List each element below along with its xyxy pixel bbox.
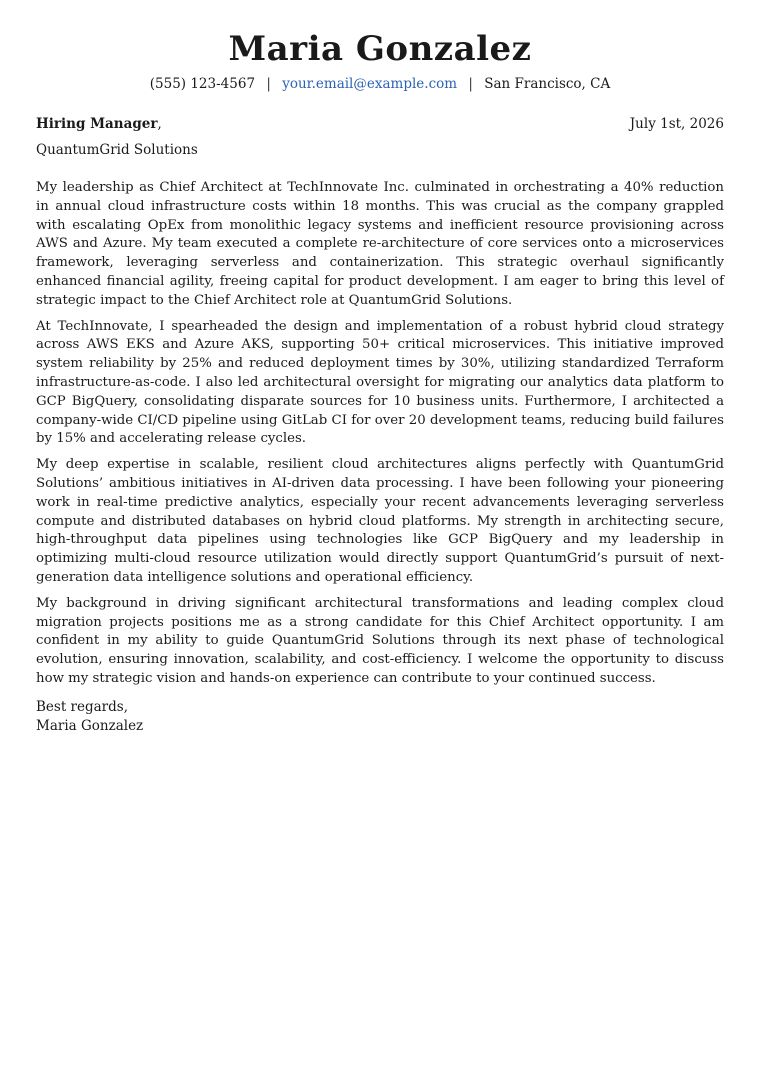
location: San Francisco, CA bbox=[484, 76, 611, 92]
body-paragraph-4: My background in driving significant architectural transformations and leading complex cloud migration projects positions me as a strong candidate for this Chief Architect opportunity. I am confident in my ability to guide QuantumGrid Solutions through its next phase of technological evolution, ensuring innovation, scalability, and cost-efficiency. I welcome the opportunity to discuss how my strategic vision and hands-on experience can contribute to your continued success. bbox=[36, 595, 724, 686]
body-paragraph-1: My leadership as Chief Architect at TechInnovate Inc. culminated in orchestrating a 40% reduction in annual cloud infrastructure costs within 18 months. This was crucial as the company grappled with escalating OpEx from monolithic legacy systems and inefficient resource provisioning across AWS and Azure. My team executed a complete re-architecture of core services onto a microservices framework, leveraging serverless and containerization. This strategic overhaul significantly enhanced financial agility, freeing capital for product development. I am eager to bring this level of strategic impact to the Chief Architect role at QuantumGrid Solutions. bbox=[36, 180, 724, 308]
email-link[interactable]: your.email@example.com bbox=[282, 76, 458, 92]
letter-body bbox=[36, 179, 724, 689]
contact-line bbox=[36, 74, 724, 94]
contact-separator: | bbox=[468, 76, 473, 92]
letter-date: July 1st, 2026 bbox=[629, 116, 724, 132]
recipient-block bbox=[36, 114, 162, 134]
body-paragraph-2: At TechInnovate, I spearheaded the design and implementation of a robust hybrid cloud strategy across AWS EKS and Azure AKS, supporting 50+ critical microservices. This initiative improved system reliability by 25% and reduced deployment times by 30%, utilizing standardized Terraform infrastructure-as-code. I also led architectural oversight for migrating our analytics data platform to GCP BigQuery, consolidating disparate sources for 10 business units. Furthermore, I architected a company-wide CI/CD pipeline using GitLab CI for over 20 development teams, reducing build failures by 15% and accelerating release cycles. bbox=[36, 318, 724, 447]
signature-name: Maria Gonzalez bbox=[36, 717, 144, 734]
closing-salutation: Best regards, bbox=[36, 698, 129, 715]
contact-separator: | bbox=[266, 76, 271, 92]
body-paragraph-3: My deep expertise in scalable, resilient cloud architectures aligns perfectly with QuantumGrid Solutions’ ambitious initiatives in AI-driven data processing. I have been following your pioneering work in real-time predictive analytics, especially your recent advancements leveraging serverless compute and distributed databases on hybrid cloud platforms. My strength in architecting secure, high-throughput data pipelines using technologies like GCP BigQuery and my leadership in optimizing multi-cloud resource utilization would directly support QuantumGrid’s pursuit of next-generation data intelligence solutions and operational efficiency. bbox=[36, 457, 724, 585]
applicant-name: Maria Gonzalez bbox=[228, 29, 532, 69]
recipient-title-comma: , bbox=[157, 116, 162, 132]
recipient-title: Hiring Manager bbox=[36, 116, 158, 132]
closing-block bbox=[36, 698, 724, 736]
phone-number: (555) 123-4567 bbox=[149, 76, 256, 92]
recipient-company: QuantumGrid Solutions bbox=[36, 142, 198, 158]
recipient-row bbox=[36, 114, 724, 134]
